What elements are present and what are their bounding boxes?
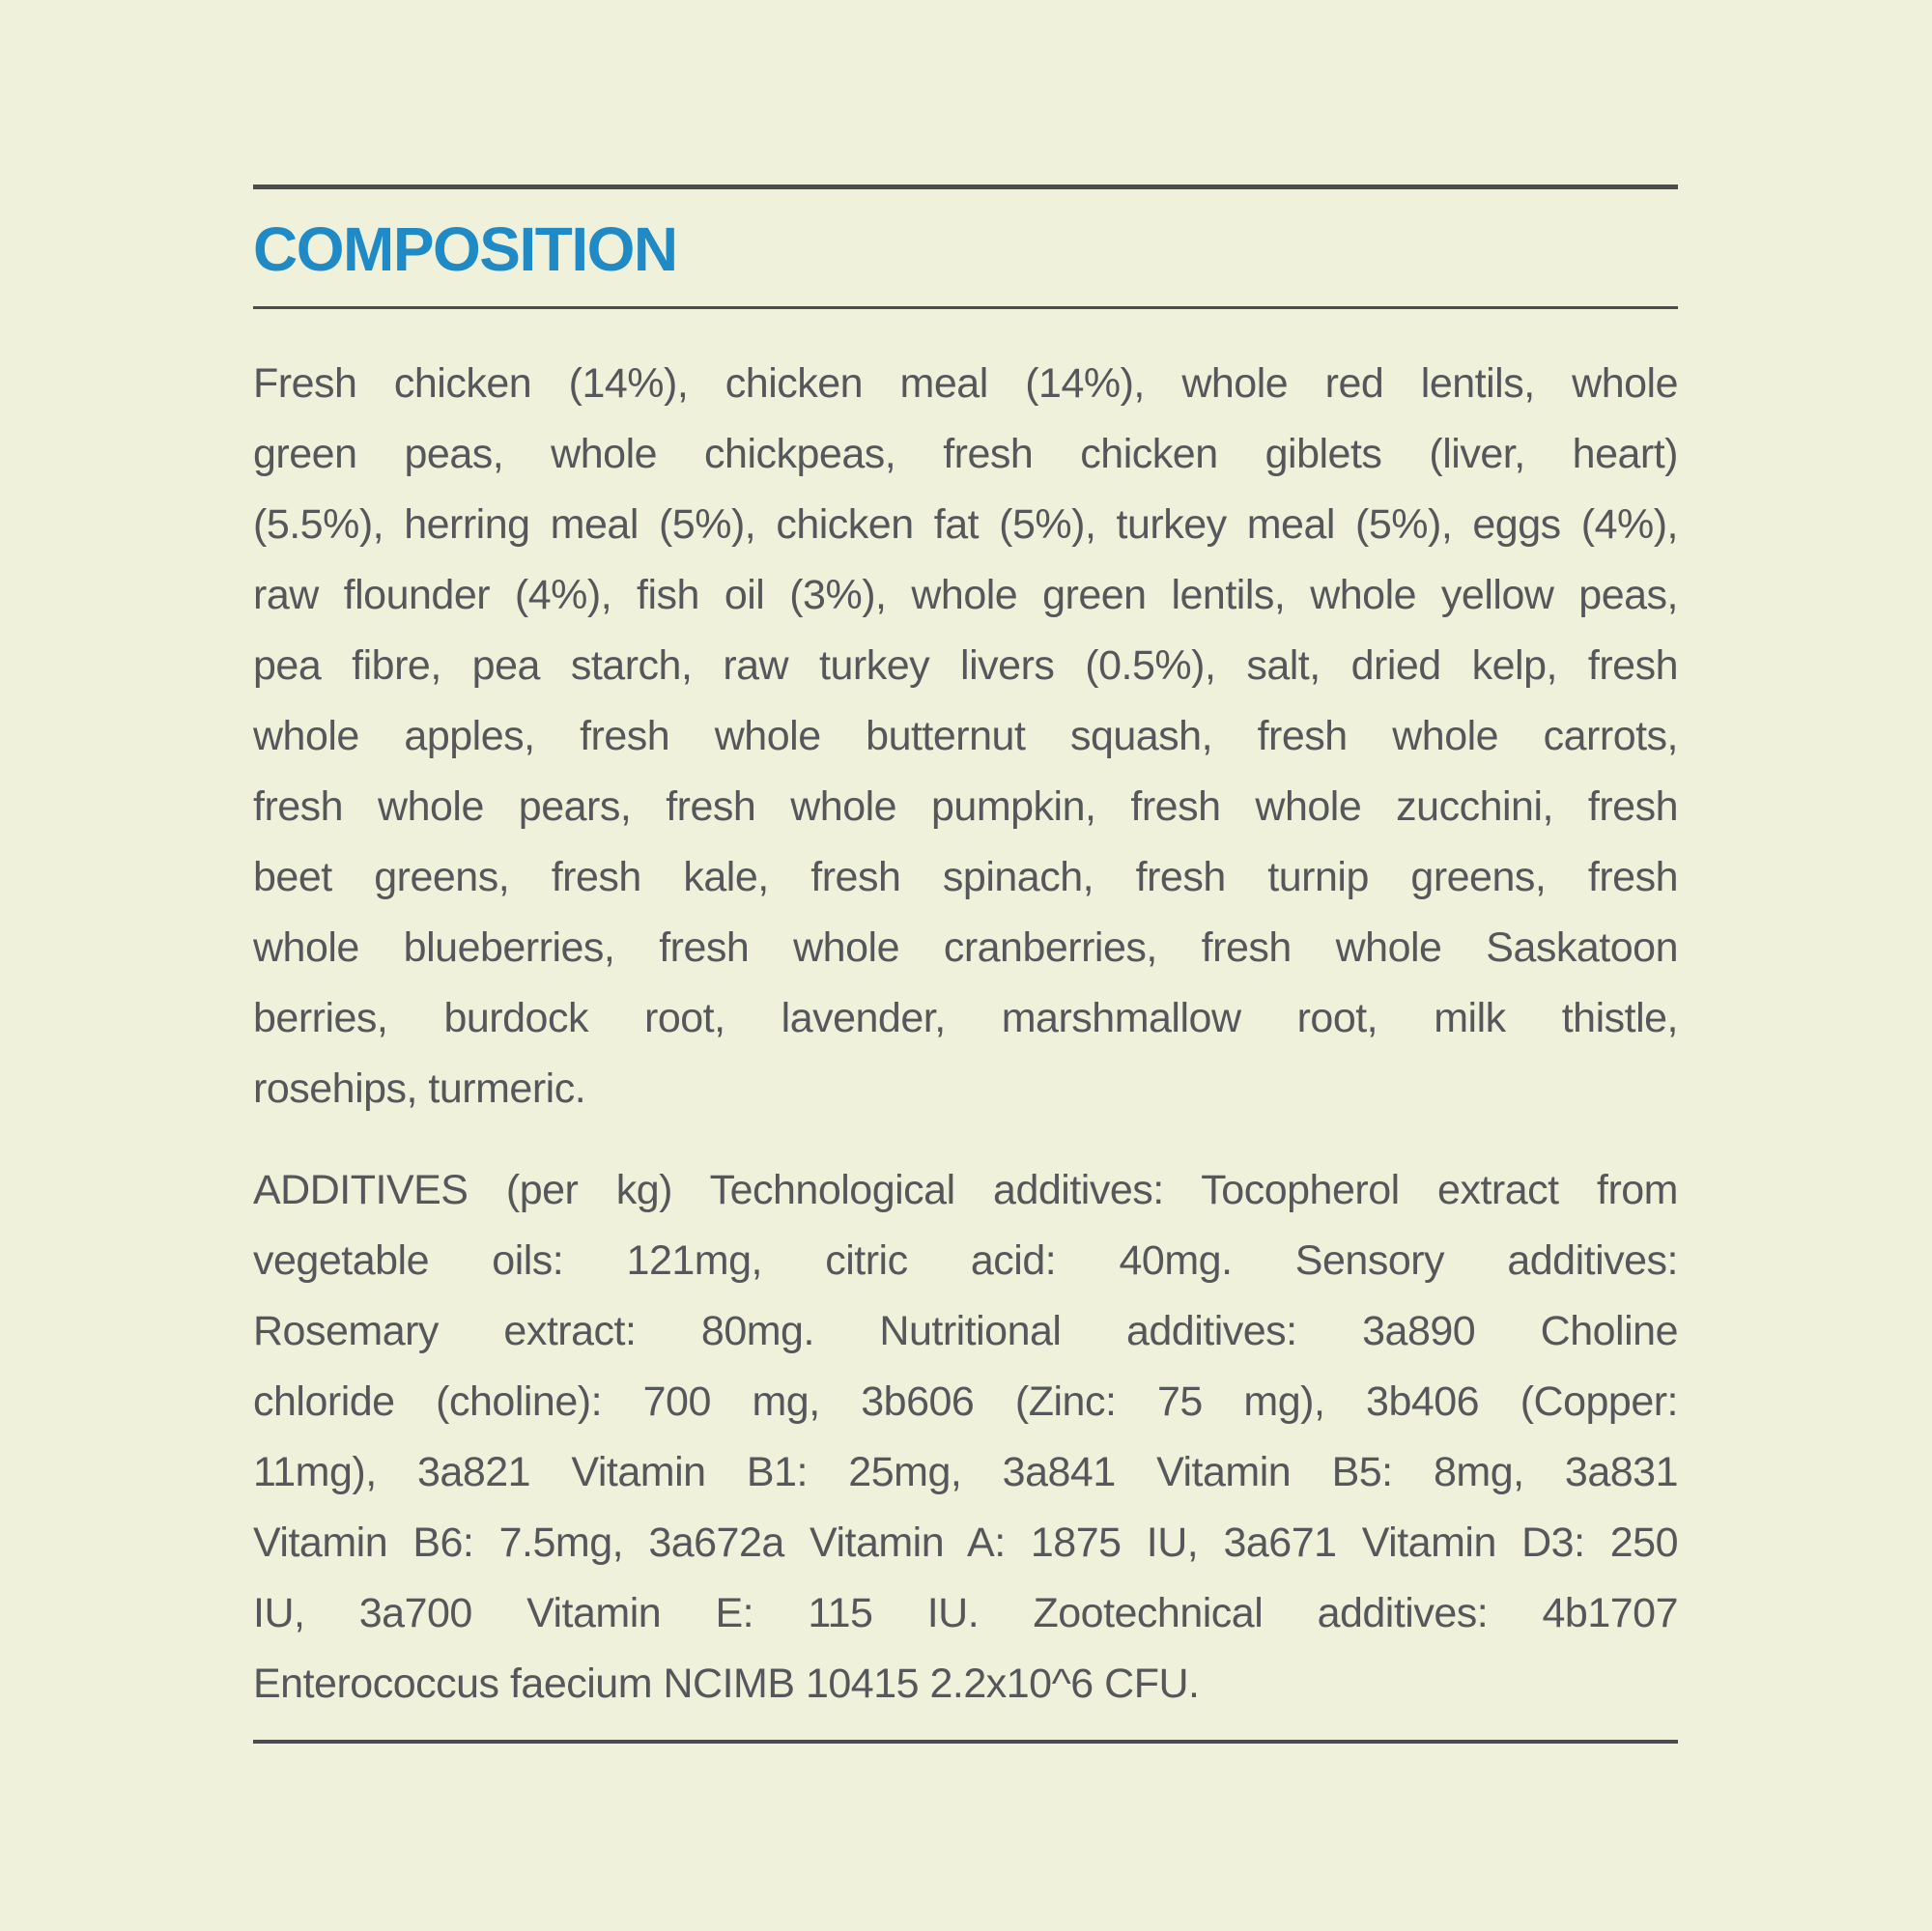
text-line: pea fibre, pea starch, raw turkey livers (0.5%), salt, dried kelp, fresh xyxy=(253,642,1678,689)
text-line: vegetable oils: 121mg, citric acid: 40mg. Sensory additives: xyxy=(253,1237,1678,1284)
text-line: ADDITIVES (per kg) Technological additives: Tocopherol extract from xyxy=(253,1167,1678,1213)
section-title: COMPOSITION xyxy=(253,214,677,284)
text-line: Rosemary extract: 80mg. Nutritional additives: 3a890 Choline xyxy=(253,1308,1678,1354)
heading-divider-rule xyxy=(253,306,1678,309)
text-line: berries, burdock root, lavender, marshmallow root, milk thistle, xyxy=(253,995,1678,1041)
text-line: whole blueberries, fresh whole cranberries, fresh whole Saskatoon xyxy=(253,924,1678,971)
text-line: (5.5%), herring meal (5%), chicken fat (5%), turkey meal (5%), eggs (4%), xyxy=(253,501,1678,548)
composition-paragraph xyxy=(253,349,1678,1124)
text-line: chloride (choline): 700 mg, 3b606 (Zinc: 75 mg), 3b406 (Copper: xyxy=(253,1378,1678,1425)
text-line: whole apples, fresh whole butternut squash, fresh whole carrots, xyxy=(253,713,1678,759)
text-line: 11mg), 3a821 Vitamin B1: 25mg, 3a841 Vitamin B5: 8mg, 3a831 xyxy=(253,1449,1678,1495)
text-line: fresh whole pears, fresh whole pumpkin, fresh whole zucchini, fresh xyxy=(253,783,1678,830)
top-divider-rule xyxy=(253,185,1678,189)
additives-paragraph xyxy=(253,1155,1678,1719)
text-line: rosehips, turmeric. xyxy=(253,1065,586,1112)
text-line: Vitamin B6: 7.5mg, 3a672a Vitamin A: 1875 IU, 3a671 Vitamin D3: 250 xyxy=(253,1519,1678,1566)
composition-section xyxy=(253,0,1678,1744)
bottom-divider-rule xyxy=(253,1740,1678,1744)
text-line: beet greens, fresh kale, fresh spinach, fresh turnip greens, fresh xyxy=(253,854,1678,900)
text-line: IU, 3a700 Vitamin E: 115 IU. Zootechnical additives: 4b1707 xyxy=(253,1590,1678,1636)
text-line: raw flounder (4%), fish oil (3%), whole green lentils, whole yellow peas, xyxy=(253,572,1678,618)
text-line: green peas, whole chickpeas, fresh chicken giblets (liver, heart) xyxy=(253,431,1678,477)
text-line: Fresh chicken (14%), chicken meal (14%), whole red lentils, whole xyxy=(253,360,1678,407)
text-line: Enterococcus faecium NCIMB 10415 2.2x10^6 CFU. xyxy=(253,1661,1200,1707)
